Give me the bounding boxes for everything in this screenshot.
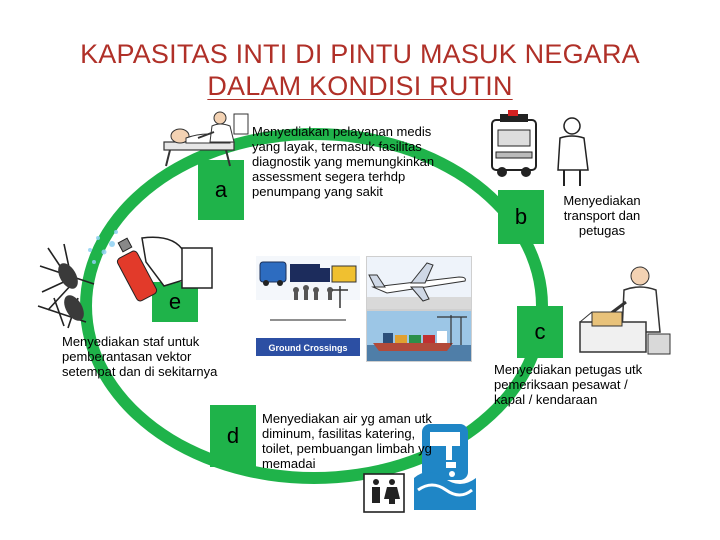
badge-e: e (152, 282, 198, 322)
caption-c: Menyediakan petugas utk pemeriksaan pesawat / kapal / kendaraan (494, 362, 643, 407)
badge-b: b (498, 190, 544, 244)
title-line-2: DALAM KONDISI RUTIN (207, 71, 513, 101)
badge-c: c (517, 306, 563, 358)
ambulance-icon (484, 108, 604, 188)
mosquito-spray-icon (34, 222, 214, 332)
page-title (0, 38, 720, 102)
medical-exam-icon (160, 108, 250, 168)
ship-port-picture (366, 310, 472, 362)
badge-a: a (198, 160, 244, 220)
title-line-1: KAPASITAS INTI DI PINTU MASUK NEGARA (80, 39, 640, 69)
ground-crossings-label: Ground Crossings (268, 343, 348, 353)
caption-e: Menyediakan staf untuk pemberantasan vektor setempat dan di sekitarnya (62, 334, 218, 379)
caption-a: Menyediakan pelayanan medis yang layak, termasuk fasilitas diagnostik yang memungkinkan assessment segera terhdp penumpang yang sakit (252, 124, 435, 199)
caption-b: Menyediakan transport dan petugas (563, 193, 641, 238)
badge-d: d (210, 405, 256, 467)
caption-d: Menyediakan air yg aman utk diminum, fasilitas katering, toilet, pembuangan limbah yg memadai (262, 411, 432, 471)
airplane-picture (366, 256, 472, 310)
inspection-icon (578, 262, 674, 358)
center-transport-collage (256, 256, 360, 356)
